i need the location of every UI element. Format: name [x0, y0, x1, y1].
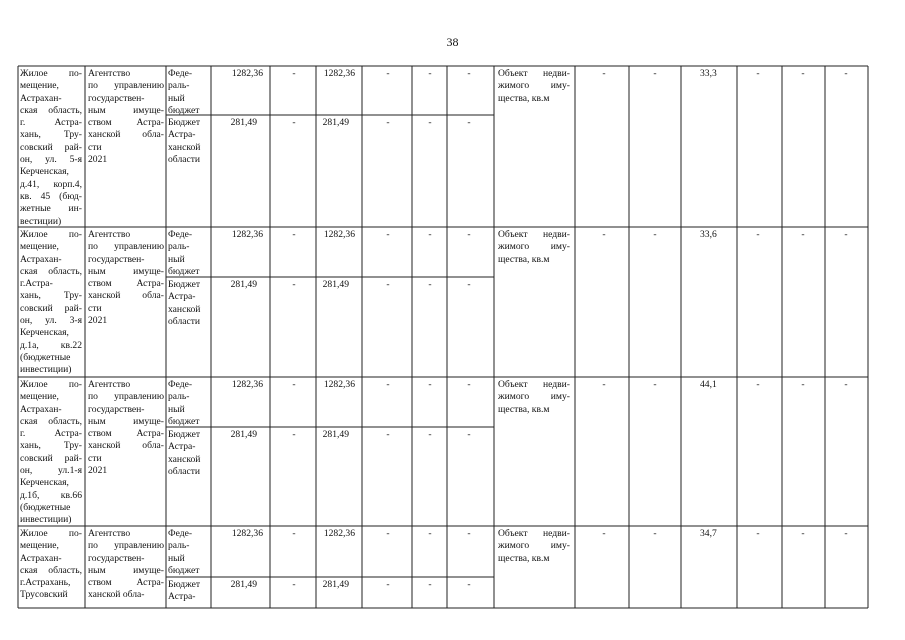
text-line: Трусовский: [20, 589, 68, 601]
dash: -: [756, 229, 760, 240]
regional-amount: 281,49: [322, 579, 349, 590]
text-line: Бюджет: [168, 279, 201, 290]
text-line: щества, кв.м: [498, 552, 550, 564]
text-line: ская область,: [20, 265, 82, 277]
agency-cell: [88, 229, 164, 327]
text-line: ством Астра-: [88, 117, 164, 129]
text-line: государствен-: [88, 92, 145, 104]
regional-total: 281,49: [230, 429, 257, 440]
text-line: совский рай-: [20, 302, 82, 314]
text-line: мещение,: [20, 391, 59, 403]
text-line: Астра-: [168, 291, 196, 303]
text-line: Агентство: [88, 528, 131, 539]
text-line: г.Астра-: [20, 278, 53, 290]
regional-amount: 281,49: [322, 117, 349, 128]
text-line: ным имуще-: [88, 564, 164, 576]
text-line: области: [168, 315, 201, 327]
text-line: раль-: [168, 540, 190, 552]
dash: -: [292, 68, 296, 79]
text-line: щества, кв.м: [498, 253, 550, 265]
text-line: он, ул. 3-я: [20, 315, 82, 327]
dash: -: [292, 429, 296, 440]
dash: -: [292, 279, 296, 290]
text-line: ханской обла-: [88, 440, 164, 452]
text-line: ханской обла-: [88, 589, 145, 601]
dash: -: [467, 379, 471, 390]
regional-budget-label: [168, 117, 210, 166]
dash: -: [653, 379, 657, 390]
dash: -: [756, 68, 760, 79]
text-line: раль-: [168, 241, 190, 253]
text-line: Керченская,: [20, 477, 69, 489]
text-line: Агентство: [88, 68, 131, 79]
text-line: 2021: [88, 315, 108, 327]
dash: -: [386, 379, 390, 390]
dash: -: [602, 229, 606, 240]
text-line: щества, кв.м: [498, 403, 550, 415]
dash: -: [386, 68, 390, 79]
text-line: по управлению: [88, 80, 164, 92]
text-line: хань, Тру-: [20, 129, 82, 141]
text-line: раль-: [168, 391, 190, 403]
text-line: Керченская,: [20, 327, 69, 339]
text-line: мещение,: [20, 241, 59, 253]
page-number: 38: [446, 35, 459, 49]
object-type-cell: [498, 528, 570, 565]
agency-cell: [88, 379, 164, 477]
text-line: ный: [168, 253, 185, 265]
text-line: д.41, корп.4,: [20, 178, 82, 190]
text-line: совский рай-: [20, 452, 82, 464]
text-line: (бюджетные: [20, 501, 71, 513]
text-line: жимого иму-: [498, 241, 570, 253]
dash: -: [801, 528, 805, 539]
dash: -: [467, 429, 471, 440]
dash: -: [386, 528, 390, 539]
federal-total: 1282,36: [231, 68, 263, 79]
federal-amount: 1282,36: [323, 68, 355, 79]
text-line: ханской: [168, 453, 201, 465]
text-line: (бюджетные: [20, 351, 71, 363]
dash: -: [602, 68, 606, 79]
federal-total: 1282,36: [231, 379, 263, 390]
text-line: д.1а, кв.22: [20, 339, 82, 351]
dash: -: [467, 528, 471, 539]
text-line: ным имуще-: [88, 265, 164, 277]
dash: -: [467, 579, 471, 590]
text-line: ный: [168, 92, 185, 104]
dash: -: [844, 379, 848, 390]
dash: -: [386, 117, 390, 128]
dash: -: [467, 117, 471, 128]
text-line: Агентство: [88, 229, 131, 240]
federal-budget-label: [168, 68, 210, 117]
text-line: г. Астра-: [20, 428, 82, 440]
text-line: государствен-: [88, 403, 145, 415]
text-line: ханской: [168, 303, 201, 315]
text-line: Жилое по-: [20, 68, 82, 79]
regional-budget-label: [168, 579, 210, 604]
text-line: сти: [88, 452, 102, 464]
dash: -: [844, 229, 848, 240]
address-cell: [20, 379, 82, 527]
text-line: по управлению: [88, 540, 164, 552]
federal-budget-label: [168, 229, 210, 278]
text-line: Бюджет: [168, 579, 201, 590]
address-cell: [20, 68, 82, 228]
area-value: 34,7: [700, 528, 717, 539]
text-line: Жилое по-: [20, 229, 82, 240]
federal-amount: 1282,36: [323, 229, 355, 240]
regional-total: 281,49: [230, 579, 257, 590]
dash: -: [428, 528, 432, 539]
dash: -: [756, 379, 760, 390]
address-cell: [20, 528, 82, 602]
dash: -: [428, 68, 432, 79]
regional-total: 281,49: [230, 117, 257, 128]
dash: -: [292, 579, 296, 590]
text-line: ный: [168, 552, 185, 564]
dash: -: [386, 279, 390, 290]
object-type-cell: [498, 68, 570, 105]
text-line: жимого иму-: [498, 80, 570, 92]
text-line: он, ул.1-я: [20, 465, 82, 477]
text-line: государствен-: [88, 253, 145, 265]
dash: -: [653, 68, 657, 79]
dash: -: [428, 279, 432, 290]
dash: -: [428, 579, 432, 590]
dash: -: [386, 229, 390, 240]
agency-cell: [88, 528, 164, 602]
text-line: хань, Тру-: [20, 290, 82, 302]
text-line: жимого иму-: [498, 540, 570, 552]
text-line: Бюджет: [168, 429, 201, 440]
text-line: бюджет: [168, 415, 200, 427]
dash: -: [801, 379, 805, 390]
text-line: хань, Тру-: [20, 440, 82, 452]
text-line: г.Астрахань,: [20, 577, 71, 589]
dash: -: [428, 229, 432, 240]
text-line: мещение,: [20, 80, 59, 92]
area-value: 44,1: [700, 379, 717, 390]
text-line: инвестиции): [20, 514, 72, 526]
dash: -: [653, 229, 657, 240]
text-line: Жилое по-: [20, 528, 82, 539]
object-type-cell: [498, 379, 570, 416]
object-type-cell: [498, 229, 570, 266]
text-line: по управлению: [88, 391, 164, 403]
text-line: ным имуще-: [88, 415, 164, 427]
dash: -: [844, 68, 848, 79]
text-line: ская область,: [20, 104, 82, 116]
text-line: щества, кв.м: [498, 92, 550, 104]
regional-budget-label: [168, 279, 210, 328]
text-line: Феде-: [168, 379, 193, 390]
text-line: жимого иму-: [498, 391, 570, 403]
text-line: Астрахан-: [20, 403, 62, 415]
area-value: 33,3: [700, 68, 717, 79]
text-line: Объект недви-: [498, 229, 570, 240]
regional-total: 281,49: [230, 279, 257, 290]
text-line: Феде-: [168, 68, 193, 79]
dash: -: [428, 429, 432, 440]
dash: -: [653, 528, 657, 539]
dash: -: [428, 379, 432, 390]
text-line: по управлению: [88, 241, 164, 253]
text-line: раль-: [168, 80, 190, 92]
text-line: Агентство: [88, 379, 131, 390]
text-line: Жилое по-: [20, 379, 82, 390]
text-line: ханской: [168, 141, 201, 153]
text-line: Объект недви-: [498, 528, 570, 539]
text-line: ством Астра-: [88, 577, 164, 589]
text-line: кв. 45 (бюд-: [20, 190, 82, 202]
dash: -: [602, 528, 606, 539]
dash: -: [386, 429, 390, 440]
federal-amount: 1282,36: [323, 379, 355, 390]
text-line: государствен-: [88, 552, 145, 564]
text-line: ством Астра-: [88, 428, 164, 440]
dash: -: [428, 117, 432, 128]
text-line: сти: [88, 141, 102, 153]
text-line: мещение,: [20, 540, 59, 552]
text-line: сти: [88, 302, 102, 314]
text-line: Астра-: [168, 591, 196, 603]
text-line: Астрахан-: [20, 552, 62, 564]
dash: -: [467, 229, 471, 240]
text-line: совский рай-: [20, 141, 82, 153]
text-line: ством Астра-: [88, 278, 164, 290]
text-line: Объект недви-: [498, 379, 570, 390]
text-line: вестиции): [20, 215, 62, 227]
text-line: Объект недви-: [498, 68, 570, 79]
text-line: Астра-: [168, 129, 196, 141]
text-line: Астра-: [168, 441, 196, 453]
text-line: Астрахан-: [20, 92, 62, 104]
federal-total: 1282,36: [231, 528, 263, 539]
federal-amount: 1282,36: [323, 528, 355, 539]
regional-amount: 281,49: [322, 429, 349, 440]
text-line: он, ул. 5-я: [20, 154, 82, 166]
dash: -: [467, 68, 471, 79]
dash: -: [801, 229, 805, 240]
text-line: ный: [168, 403, 185, 415]
dash: -: [386, 579, 390, 590]
text-line: Керченская,: [20, 166, 69, 178]
federal-budget-label: [168, 379, 210, 428]
text-line: ская область,: [20, 415, 82, 427]
dash: -: [844, 528, 848, 539]
address-cell: [20, 229, 82, 377]
text-line: ханской обла-: [88, 290, 164, 302]
area-value: 33,6: [700, 229, 717, 240]
text-line: Бюджет: [168, 117, 201, 128]
text-line: Феде-: [168, 229, 193, 240]
dash: -: [292, 117, 296, 128]
text-line: г. Астра-: [20, 117, 82, 129]
text-line: Феде-: [168, 528, 193, 539]
text-line: жетные ин-: [20, 203, 82, 215]
text-line: инвестиции): [20, 364, 72, 376]
dash: -: [801, 68, 805, 79]
regional-amount: 281,49: [322, 279, 349, 290]
regional-budget-label: [168, 429, 210, 478]
text-line: бюджет: [168, 265, 200, 277]
text-line: д.1б, кв.66: [20, 489, 82, 501]
text-line: области: [168, 465, 201, 477]
text-line: области: [168, 153, 201, 165]
text-line: ская область,: [20, 564, 82, 576]
text-line: бюджет: [168, 564, 200, 576]
agency-cell: [88, 68, 164, 166]
text-line: бюджет: [168, 104, 200, 116]
federal-total: 1282,36: [231, 229, 263, 240]
text-line: Астрахан-: [20, 253, 62, 265]
text-line: ным имуще-: [88, 104, 164, 116]
dash: -: [292, 528, 296, 539]
dash: -: [292, 229, 296, 240]
dash: -: [756, 528, 760, 539]
federal-budget-label: [168, 528, 210, 577]
text-line: 2021: [88, 465, 108, 477]
dash: -: [292, 379, 296, 390]
text-line: ханской обла-: [88, 129, 164, 141]
text-line: 2021: [88, 154, 108, 166]
dash: -: [467, 279, 471, 290]
dash: -: [602, 379, 606, 390]
